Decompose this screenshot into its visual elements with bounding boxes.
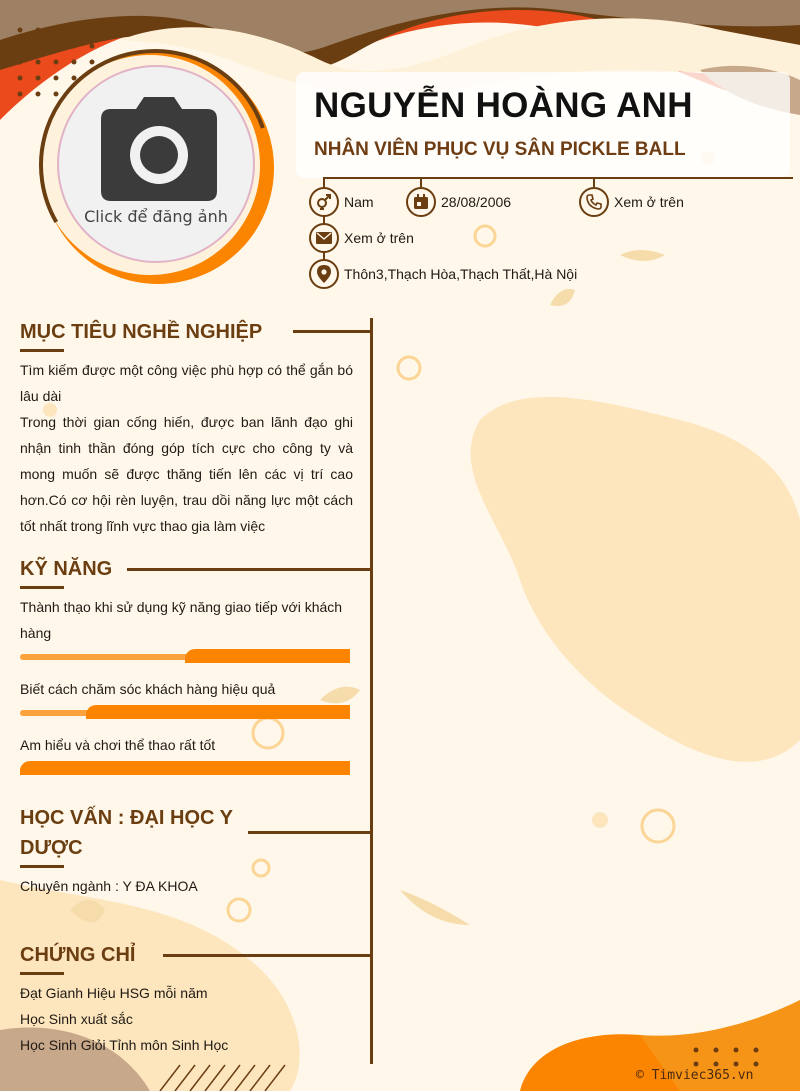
avatar-upload[interactable] [57, 65, 255, 263]
skill-bar-fill [185, 649, 350, 663]
gender-icon [309, 187, 339, 217]
skill-label: Biết cách chăm sóc khách hàng hiệu quả [20, 681, 276, 697]
calendar-icon [406, 187, 436, 217]
certificates-line [163, 954, 371, 957]
certificate-item: Học Sinh xuất sắc [20, 1011, 133, 1027]
candidate-name: NGUYỄN HOÀNG ANH [314, 86, 693, 125]
objective-line [293, 330, 371, 333]
skills-line [127, 568, 371, 571]
avatar-caption: Click để đăng ảnh [84, 207, 228, 226]
camera-icon [101, 97, 217, 201]
certificate-item: Đạt Gianh Hiệu HSG mỗi năm [20, 985, 208, 1001]
phone-icon [579, 187, 609, 217]
email-value: Xem ở trên [344, 230, 414, 246]
skill-label: Thành thạo khi sử dụng kỹ năng giao tiếp với khách hàng [20, 599, 343, 641]
contact-connector [420, 177, 422, 187]
birthday-value: 28/08/2006 [441, 194, 512, 210]
contact-phone [579, 187, 684, 217]
education-major: Chuyên ngành : Y ĐA KHOA [20, 878, 198, 894]
certificate-item: Học Sinh Giỏi Tỉnh môn Sinh Học [20, 1037, 229, 1053]
objective-title: MỤC TIÊU NGHỀ NGHIỆP [20, 321, 263, 343]
education-underline [20, 865, 64, 868]
contact-email [309, 223, 414, 253]
skills-underline [20, 586, 64, 589]
contact-gender [309, 187, 374, 217]
column-divider [370, 318, 373, 1064]
education-title: HỌC VẤN : ĐẠI HỌC Y DƯỢC [20, 807, 233, 859]
certificates-underline [20, 972, 64, 975]
contact-address [309, 259, 577, 289]
skill-bar-fill [20, 761, 350, 775]
watermark: © Timviec365.vn [636, 1068, 754, 1083]
certificates-title: CHỨNG CHỈ [20, 944, 136, 966]
phone-value: Xem ở trên [614, 194, 684, 210]
skill-bar [20, 649, 350, 663]
skills-title: KỸ NĂNG [20, 558, 113, 580]
gender-value: Nam [344, 194, 374, 210]
job-title: NHÂN VIÊN PHỤC VỤ SÂN PICKLE BALL [314, 139, 686, 160]
objective-underline [20, 349, 64, 352]
objective-text: Tìm kiếm được một công việc phù hợp có thể gắn bó lâu dài Trong thời gian cống hiến, được ban lãnh đạo ghi nhận tinh thần đóng góp tích cực cho công ty và mong muốn sẽ được thăng tiến lên các vị trí cao hơn.Có cơ hội rèn luyện, trau dồi năng lực một cách tốt nhất trong lĩnh vực thao gia làm việc [20, 362, 353, 534]
contact-divider [323, 177, 793, 179]
contact-birthday [406, 187, 511, 217]
education-line [248, 831, 371, 834]
address-value: Thôn3,Thạch Hòa,Thạch Thất,Hà Nội [344, 266, 578, 282]
skill-label: Am hiểu và chơi thể thao rất tốt [20, 737, 216, 753]
location-pin-icon [309, 259, 339, 289]
skill-bar-fill [86, 705, 350, 719]
email-icon [309, 223, 339, 253]
skill-bar [20, 705, 350, 719]
contact-connector [593, 177, 595, 187]
skill-bar [20, 761, 350, 775]
